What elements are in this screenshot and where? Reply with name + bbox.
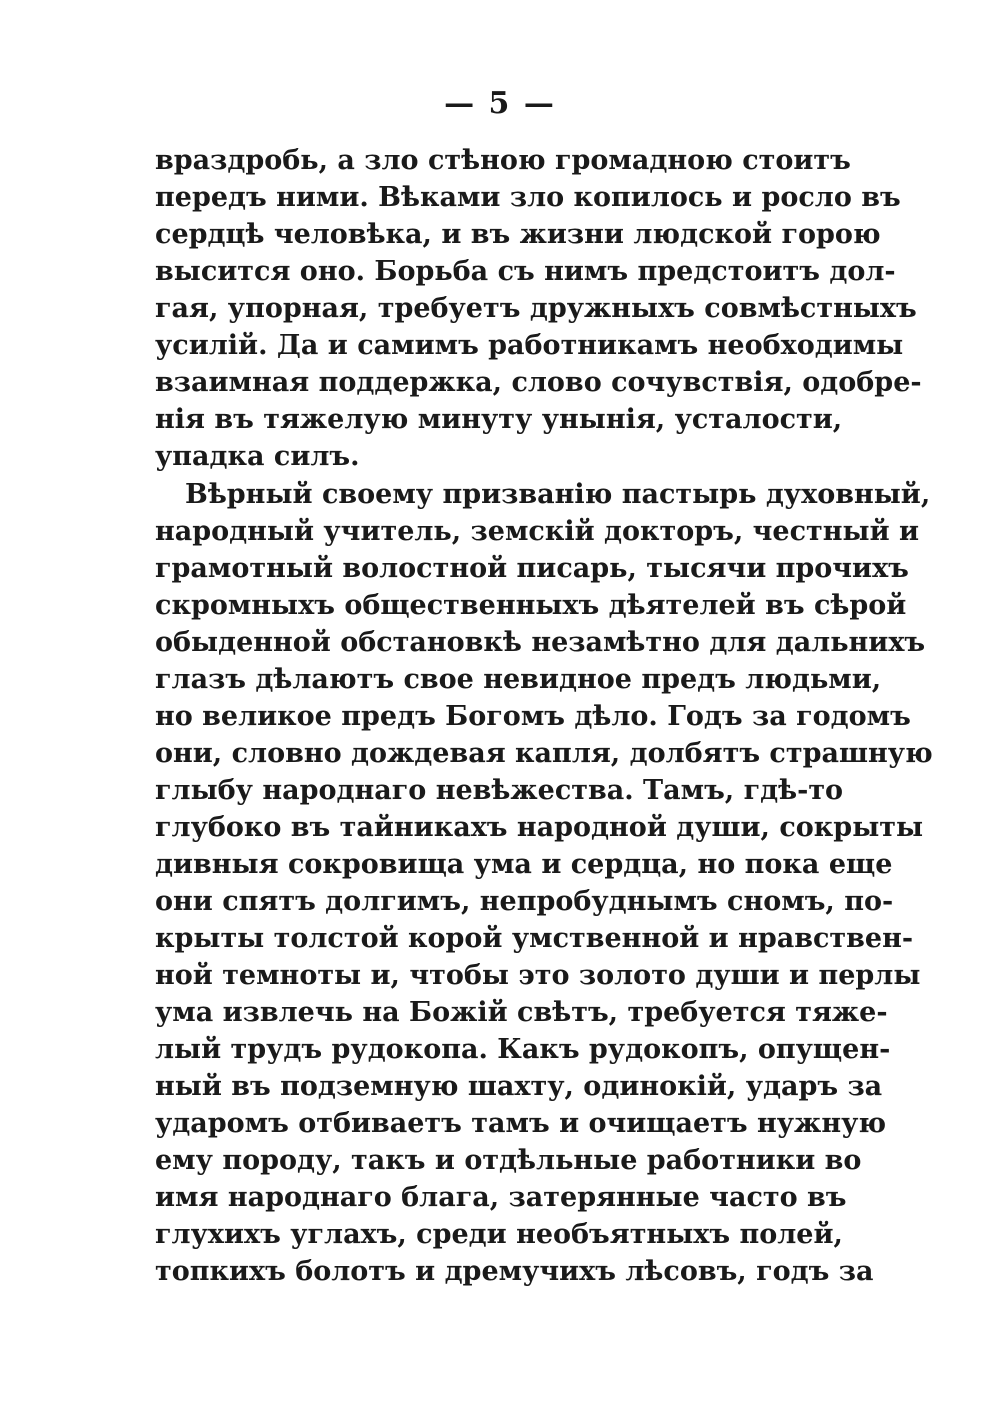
text-line: они, словно дождевая капля, долбятъ страшную [155,738,933,769]
text-line: нія въ тяжелую минуту унынія, усталости, [155,404,843,435]
text-line: ной темноты и, чтобы это золото души и перлы [155,960,921,991]
text-line: передъ ними. Вѣками зло копилось и росло въ [155,182,901,213]
text-line: скромныхъ общественныхъ дѣятелей въ сѣрой [155,590,907,621]
text-line: упадка силъ. [155,441,360,472]
text-line: гая, упорная, требуетъ дружныхъ совмѣстныхъ [155,293,917,324]
text-line: глазъ дѣлаютъ свое невидное предъ людьми, [155,664,882,695]
text-line: высится оно. Борьба съ нимъ предстоитъ дол- [155,256,896,287]
text-line: они спятъ долгимъ, непробуднымъ сномъ, по- [155,886,894,917]
paragraph-1 [155,142,922,475]
text-line: ума извлечь на Божій свѣтъ, требуется тяже- [155,997,888,1028]
text-line: ему породу, такъ и отдѣльные работники во [155,1145,862,1176]
page-number: — 5 — [444,86,556,121]
text-line: ударомъ отбиваетъ тамъ и очищаетъ нужную [155,1108,887,1139]
text-line: сердцѣ человѣка, и въ жизни людской горою [155,219,881,250]
text-line: глыбу народнаго невѣжества. Тамъ, гдѣ-то [155,775,844,806]
text-line: взаимная поддержка, слово сочувствія, одобре- [155,367,922,398]
text-line: глухихъ углахъ, среди необъятныхъ полей, [155,1219,843,1250]
text-line: враздробь, а зло стѣною громадною стоитъ [155,145,851,176]
text-line: грамотный волостной писарь, тысячи прочихъ [155,553,909,584]
text-line: усилій. Да и самимъ работникамъ необходимы [155,330,904,361]
text-line: Вѣрный своему призванію пастырь духовный, [185,479,931,510]
text-line: обыденной обстановкѣ незамѣтно для дальнихъ [155,627,926,658]
text-line: лый трудъ рудокопа. Какъ рудокопъ, опущен- [155,1034,891,1065]
text-line: имя народнаго блага, затерянные часто въ [155,1182,847,1213]
text-line: крыты толстой корой умственной и нравствен- [155,923,914,954]
text-line: топкихъ болотъ и дремучихъ лѣсовъ, годъ за [155,1256,874,1287]
paragraph-2 [155,476,933,1290]
text-line: ный въ подземную шахту, одинокій, ударъ за [155,1071,883,1102]
text-line: глубоко въ тайникахъ народной души, сокрыты [155,812,924,843]
text-line: дивныя сокровища ума и сердца, но пока еще [155,849,893,880]
text-line: но великое предъ Богомъ дѣло. Годъ за годомъ [155,701,911,732]
text-line: народный учитель, земскій докторъ, честный и [155,516,920,547]
